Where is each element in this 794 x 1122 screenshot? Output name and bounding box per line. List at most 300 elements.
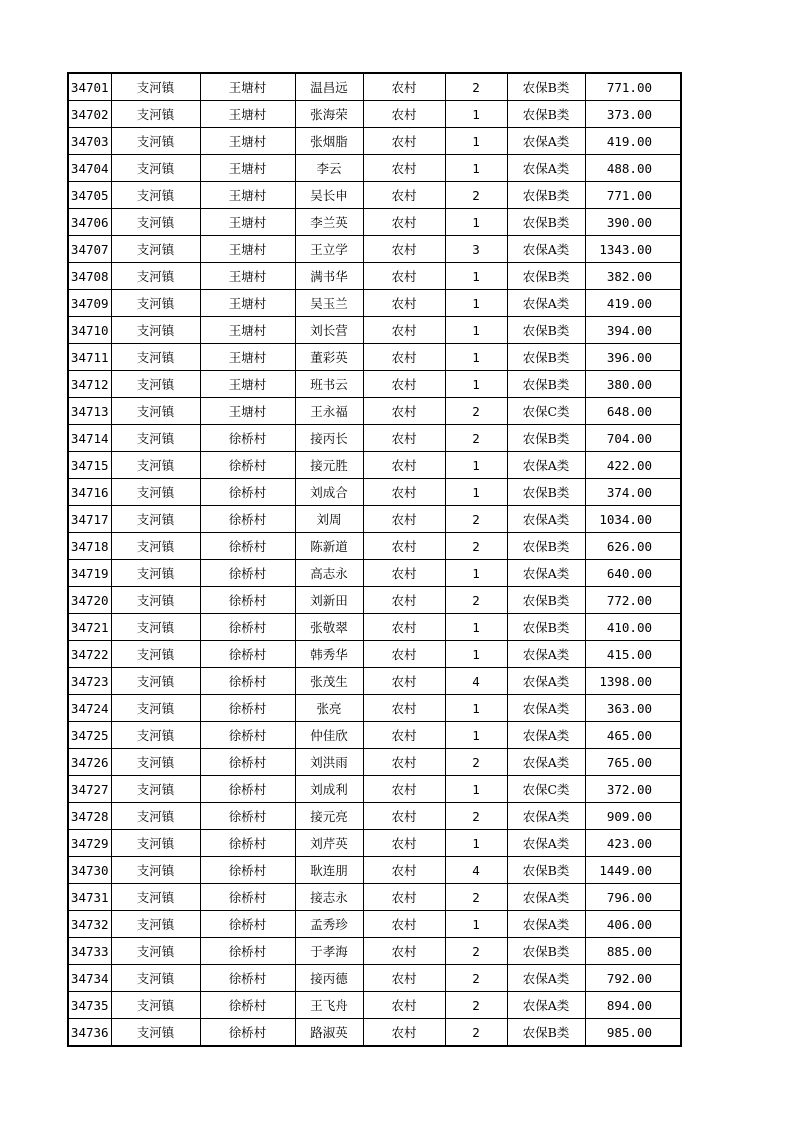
record-id-cell: 34729 xyxy=(68,830,111,857)
table-row xyxy=(68,398,681,425)
insurance-category-cell: 农保A类 xyxy=(507,911,585,938)
person-name-cell: 接丙长 xyxy=(295,425,363,452)
town-cell: 支河镇 xyxy=(111,533,200,560)
town-cell: 支河镇 xyxy=(111,857,200,884)
area-type-cell: 农村 xyxy=(363,884,445,911)
town-cell: 支河镇 xyxy=(111,1019,200,1047)
area-type-cell: 农村 xyxy=(363,776,445,803)
table-row xyxy=(68,155,681,182)
household-count-cell: 3 xyxy=(445,236,507,263)
area-type-cell: 农村 xyxy=(363,479,445,506)
beneficiary-table xyxy=(67,72,682,1047)
record-id-cell: 34708 xyxy=(68,263,111,290)
table-row xyxy=(68,992,681,1019)
record-id-cell: 34706 xyxy=(68,209,111,236)
amount-cell: 765.00 xyxy=(585,749,681,776)
household-count-cell: 2 xyxy=(445,73,507,101)
town-cell: 支河镇 xyxy=(111,128,200,155)
village-cell: 徐桥村 xyxy=(200,992,295,1019)
village-cell: 徐桥村 xyxy=(200,857,295,884)
record-id-cell: 34702 xyxy=(68,101,111,128)
household-count-cell: 2 xyxy=(445,182,507,209)
person-name-cell: 刘芹英 xyxy=(295,830,363,857)
table-row xyxy=(68,73,681,101)
household-count-cell: 1 xyxy=(445,911,507,938)
person-name-cell: 接志永 xyxy=(295,884,363,911)
household-count-cell: 1 xyxy=(445,155,507,182)
record-id-cell: 34730 xyxy=(68,857,111,884)
person-name-cell: 张亮 xyxy=(295,695,363,722)
insurance-category-cell: 农保A类 xyxy=(507,992,585,1019)
town-cell: 支河镇 xyxy=(111,209,200,236)
village-cell: 徐桥村 xyxy=(200,965,295,992)
person-name-cell: 张茂生 xyxy=(295,668,363,695)
amount-cell: 419.00 xyxy=(585,128,681,155)
town-cell: 支河镇 xyxy=(111,803,200,830)
household-count-cell: 2 xyxy=(445,533,507,560)
household-count-cell: 2 xyxy=(445,965,507,992)
area-type-cell: 农村 xyxy=(363,749,445,776)
person-name-cell: 李兰英 xyxy=(295,209,363,236)
insurance-category-cell: 农保B类 xyxy=(507,1019,585,1047)
person-name-cell: 温昌远 xyxy=(295,73,363,101)
person-name-cell: 李云 xyxy=(295,155,363,182)
record-id-cell: 34721 xyxy=(68,614,111,641)
insurance-category-cell: 农保B类 xyxy=(507,182,585,209)
area-type-cell: 农村 xyxy=(363,830,445,857)
village-cell: 徐桥村 xyxy=(200,452,295,479)
area-type-cell: 农村 xyxy=(363,722,445,749)
amount-cell: 410.00 xyxy=(585,614,681,641)
table-row xyxy=(68,506,681,533)
household-count-cell: 1 xyxy=(445,209,507,236)
record-id-cell: 34717 xyxy=(68,506,111,533)
table-row xyxy=(68,857,681,884)
amount-cell: 363.00 xyxy=(585,695,681,722)
amount-cell: 796.00 xyxy=(585,884,681,911)
record-id-cell: 34713 xyxy=(68,398,111,425)
person-name-cell: 刘周 xyxy=(295,506,363,533)
record-id-cell: 34712 xyxy=(68,371,111,398)
person-name-cell: 于孝海 xyxy=(295,938,363,965)
town-cell: 支河镇 xyxy=(111,317,200,344)
table-row xyxy=(68,884,681,911)
person-name-cell: 张海荣 xyxy=(295,101,363,128)
household-count-cell: 1 xyxy=(445,560,507,587)
village-cell: 王塘村 xyxy=(200,101,295,128)
village-cell: 王塘村 xyxy=(200,155,295,182)
area-type-cell: 农村 xyxy=(363,911,445,938)
household-count-cell: 2 xyxy=(445,587,507,614)
person-name-cell: 高志永 xyxy=(295,560,363,587)
town-cell: 支河镇 xyxy=(111,290,200,317)
area-type-cell: 农村 xyxy=(363,668,445,695)
amount-cell: 423.00 xyxy=(585,830,681,857)
town-cell: 支河镇 xyxy=(111,236,200,263)
area-type-cell: 农村 xyxy=(363,803,445,830)
person-name-cell: 刘新田 xyxy=(295,587,363,614)
village-cell: 王塘村 xyxy=(200,209,295,236)
insurance-category-cell: 农保B类 xyxy=(507,371,585,398)
record-id-cell: 34703 xyxy=(68,128,111,155)
person-name-cell: 接元亮 xyxy=(295,803,363,830)
insurance-category-cell: 农保A类 xyxy=(507,128,585,155)
person-name-cell: 王永福 xyxy=(295,398,363,425)
amount-cell: 374.00 xyxy=(585,479,681,506)
amount-cell: 792.00 xyxy=(585,965,681,992)
area-type-cell: 农村 xyxy=(363,452,445,479)
amount-cell: 1398.00 xyxy=(585,668,681,695)
area-type-cell: 农村 xyxy=(363,128,445,155)
record-id-cell: 34716 xyxy=(68,479,111,506)
village-cell: 徐桥村 xyxy=(200,803,295,830)
person-name-cell: 吴玉兰 xyxy=(295,290,363,317)
household-count-cell: 1 xyxy=(445,641,507,668)
person-name-cell: 接丙德 xyxy=(295,965,363,992)
area-type-cell: 农村 xyxy=(363,371,445,398)
amount-cell: 372.00 xyxy=(585,776,681,803)
table-row xyxy=(68,452,681,479)
amount-cell: 771.00 xyxy=(585,73,681,101)
village-cell: 徐桥村 xyxy=(200,884,295,911)
town-cell: 支河镇 xyxy=(111,911,200,938)
amount-cell: 422.00 xyxy=(585,452,681,479)
area-type-cell: 农村 xyxy=(363,101,445,128)
village-cell: 王塘村 xyxy=(200,182,295,209)
record-id-cell: 34704 xyxy=(68,155,111,182)
table-row xyxy=(68,317,681,344)
person-name-cell: 张敬翠 xyxy=(295,614,363,641)
household-count-cell: 1 xyxy=(445,128,507,155)
table-row xyxy=(68,695,681,722)
person-name-cell: 刘成利 xyxy=(295,776,363,803)
town-cell: 支河镇 xyxy=(111,749,200,776)
table-body xyxy=(68,73,681,1046)
record-id-cell: 34720 xyxy=(68,587,111,614)
person-name-cell: 仲佳欣 xyxy=(295,722,363,749)
area-type-cell: 农村 xyxy=(363,425,445,452)
table-row xyxy=(68,803,681,830)
town-cell: 支河镇 xyxy=(111,965,200,992)
table-row xyxy=(68,776,681,803)
area-type-cell: 农村 xyxy=(363,857,445,884)
person-name-cell: 吴长申 xyxy=(295,182,363,209)
village-cell: 王塘村 xyxy=(200,236,295,263)
table-row xyxy=(68,128,681,155)
household-count-cell: 2 xyxy=(445,1019,507,1047)
town-cell: 支河镇 xyxy=(111,641,200,668)
village-cell: 徐桥村 xyxy=(200,641,295,668)
record-id-cell: 34731 xyxy=(68,884,111,911)
record-id-cell: 34711 xyxy=(68,344,111,371)
town-cell: 支河镇 xyxy=(111,992,200,1019)
area-type-cell: 农村 xyxy=(363,263,445,290)
person-name-cell: 满书华 xyxy=(295,263,363,290)
town-cell: 支河镇 xyxy=(111,452,200,479)
insurance-category-cell: 农保A类 xyxy=(507,452,585,479)
town-cell: 支河镇 xyxy=(111,560,200,587)
insurance-category-cell: 农保A类 xyxy=(507,560,585,587)
person-name-cell: 刘成合 xyxy=(295,479,363,506)
record-id-cell: 34734 xyxy=(68,965,111,992)
amount-cell: 1449.00 xyxy=(585,857,681,884)
area-type-cell: 农村 xyxy=(363,182,445,209)
insurance-category-cell: 农保A类 xyxy=(507,884,585,911)
insurance-category-cell: 农保B类 xyxy=(507,263,585,290)
table-row xyxy=(68,938,681,965)
amount-cell: 382.00 xyxy=(585,263,681,290)
person-name-cell: 班书云 xyxy=(295,371,363,398)
record-id-cell: 34715 xyxy=(68,452,111,479)
table-row xyxy=(68,182,681,209)
table-row xyxy=(68,641,681,668)
insurance-category-cell: 农保A类 xyxy=(507,749,585,776)
village-cell: 王塘村 xyxy=(200,371,295,398)
record-id-cell: 34707 xyxy=(68,236,111,263)
village-cell: 徐桥村 xyxy=(200,749,295,776)
town-cell: 支河镇 xyxy=(111,101,200,128)
area-type-cell: 农村 xyxy=(363,209,445,236)
table-row xyxy=(68,101,681,128)
insurance-category-cell: 农保A类 xyxy=(507,695,585,722)
amount-cell: 1034.00 xyxy=(585,506,681,533)
household-count-cell: 1 xyxy=(445,452,507,479)
household-count-cell: 1 xyxy=(445,614,507,641)
record-id-cell: 34718 xyxy=(68,533,111,560)
record-id-cell: 34710 xyxy=(68,317,111,344)
person-name-cell: 张烟脂 xyxy=(295,128,363,155)
village-cell: 徐桥村 xyxy=(200,587,295,614)
area-type-cell: 农村 xyxy=(363,398,445,425)
amount-cell: 415.00 xyxy=(585,641,681,668)
town-cell: 支河镇 xyxy=(111,398,200,425)
village-cell: 徐桥村 xyxy=(200,830,295,857)
village-cell: 王塘村 xyxy=(200,73,295,101)
person-name-cell: 刘长营 xyxy=(295,317,363,344)
person-name-cell: 韩秀华 xyxy=(295,641,363,668)
record-id-cell: 34726 xyxy=(68,749,111,776)
household-count-cell: 1 xyxy=(445,317,507,344)
village-cell: 王塘村 xyxy=(200,263,295,290)
area-type-cell: 农村 xyxy=(363,290,445,317)
village-cell: 徐桥村 xyxy=(200,479,295,506)
town-cell: 支河镇 xyxy=(111,614,200,641)
person-name-cell: 王飞舟 xyxy=(295,992,363,1019)
table-row xyxy=(68,560,681,587)
insurance-category-cell: 农保B类 xyxy=(507,479,585,506)
town-cell: 支河镇 xyxy=(111,425,200,452)
record-id-cell: 34723 xyxy=(68,668,111,695)
village-cell: 徐桥村 xyxy=(200,668,295,695)
amount-cell: 894.00 xyxy=(585,992,681,1019)
person-name-cell: 接元胜 xyxy=(295,452,363,479)
household-count-cell: 4 xyxy=(445,668,507,695)
amount-cell: 380.00 xyxy=(585,371,681,398)
insurance-category-cell: 农保B类 xyxy=(507,614,585,641)
table-row xyxy=(68,533,681,560)
town-cell: 支河镇 xyxy=(111,479,200,506)
insurance-category-cell: 农保A类 xyxy=(507,965,585,992)
record-id-cell: 34722 xyxy=(68,641,111,668)
village-cell: 徐桥村 xyxy=(200,695,295,722)
village-cell: 徐桥村 xyxy=(200,533,295,560)
area-type-cell: 农村 xyxy=(363,614,445,641)
table-row xyxy=(68,263,681,290)
insurance-category-cell: 农保B类 xyxy=(507,101,585,128)
town-cell: 支河镇 xyxy=(111,938,200,965)
household-count-cell: 1 xyxy=(445,695,507,722)
amount-cell: 985.00 xyxy=(585,1019,681,1047)
village-cell: 徐桥村 xyxy=(200,776,295,803)
household-count-cell: 1 xyxy=(445,830,507,857)
insurance-category-cell: 农保A类 xyxy=(507,506,585,533)
table-row xyxy=(68,479,681,506)
table-row xyxy=(68,911,681,938)
town-cell: 支河镇 xyxy=(111,263,200,290)
insurance-category-cell: 农保A类 xyxy=(507,290,585,317)
amount-cell: 772.00 xyxy=(585,587,681,614)
area-type-cell: 农村 xyxy=(363,695,445,722)
village-cell: 王塘村 xyxy=(200,344,295,371)
village-cell: 徐桥村 xyxy=(200,425,295,452)
village-cell: 徐桥村 xyxy=(200,560,295,587)
area-type-cell: 农村 xyxy=(363,344,445,371)
table-row xyxy=(68,371,681,398)
insurance-category-cell: 农保B类 xyxy=(507,938,585,965)
amount-cell: 390.00 xyxy=(585,209,681,236)
insurance-category-cell: 农保A类 xyxy=(507,803,585,830)
record-id-cell: 34714 xyxy=(68,425,111,452)
amount-cell: 771.00 xyxy=(585,182,681,209)
table-row xyxy=(68,290,681,317)
table-row xyxy=(68,965,681,992)
area-type-cell: 农村 xyxy=(363,317,445,344)
household-count-cell: 2 xyxy=(445,749,507,776)
town-cell: 支河镇 xyxy=(111,506,200,533)
record-id-cell: 34724 xyxy=(68,695,111,722)
amount-cell: 1343.00 xyxy=(585,236,681,263)
table-row xyxy=(68,425,681,452)
amount-cell: 885.00 xyxy=(585,938,681,965)
insurance-category-cell: 农保A类 xyxy=(507,830,585,857)
town-cell: 支河镇 xyxy=(111,73,200,101)
amount-cell: 488.00 xyxy=(585,155,681,182)
amount-cell: 406.00 xyxy=(585,911,681,938)
town-cell: 支河镇 xyxy=(111,722,200,749)
amount-cell: 465.00 xyxy=(585,722,681,749)
household-count-cell: 1 xyxy=(445,101,507,128)
household-count-cell: 2 xyxy=(445,992,507,1019)
village-cell: 徐桥村 xyxy=(200,938,295,965)
town-cell: 支河镇 xyxy=(111,344,200,371)
village-cell: 徐桥村 xyxy=(200,722,295,749)
record-id-cell: 34735 xyxy=(68,992,111,1019)
insurance-category-cell: 农保B类 xyxy=(507,425,585,452)
record-id-cell: 34727 xyxy=(68,776,111,803)
insurance-category-cell: 农保B类 xyxy=(507,73,585,101)
record-id-cell: 34719 xyxy=(68,560,111,587)
record-id-cell: 34725 xyxy=(68,722,111,749)
table-row xyxy=(68,614,681,641)
person-name-cell: 路淑英 xyxy=(295,1019,363,1047)
town-cell: 支河镇 xyxy=(111,830,200,857)
town-cell: 支河镇 xyxy=(111,587,200,614)
person-name-cell: 陈新道 xyxy=(295,533,363,560)
area-type-cell: 农村 xyxy=(363,533,445,560)
area-type-cell: 农村 xyxy=(363,1019,445,1047)
amount-cell: 394.00 xyxy=(585,317,681,344)
household-count-cell: 2 xyxy=(445,884,507,911)
area-type-cell: 农村 xyxy=(363,73,445,101)
insurance-category-cell: 农保C类 xyxy=(507,398,585,425)
amount-cell: 640.00 xyxy=(585,560,681,587)
record-id-cell: 34705 xyxy=(68,182,111,209)
record-id-cell: 34709 xyxy=(68,290,111,317)
table-row xyxy=(68,209,681,236)
table-row xyxy=(68,830,681,857)
record-id-cell: 34733 xyxy=(68,938,111,965)
household-count-cell: 1 xyxy=(445,371,507,398)
household-count-cell: 2 xyxy=(445,425,507,452)
amount-cell: 909.00 xyxy=(585,803,681,830)
person-name-cell: 耿连朋 xyxy=(295,857,363,884)
insurance-category-cell: 农保B类 xyxy=(507,857,585,884)
household-count-cell: 1 xyxy=(445,776,507,803)
area-type-cell: 农村 xyxy=(363,965,445,992)
record-id-cell: 34732 xyxy=(68,911,111,938)
insurance-category-cell: 农保B类 xyxy=(507,533,585,560)
record-id-cell: 34701 xyxy=(68,73,111,101)
record-id-cell: 34728 xyxy=(68,803,111,830)
insurance-category-cell: 农保B类 xyxy=(507,209,585,236)
insurance-category-cell: 农保A类 xyxy=(507,668,585,695)
record-id-cell: 34736 xyxy=(68,1019,111,1047)
village-cell: 王塘村 xyxy=(200,128,295,155)
village-cell: 王塘村 xyxy=(200,398,295,425)
area-type-cell: 农村 xyxy=(363,560,445,587)
town-cell: 支河镇 xyxy=(111,776,200,803)
area-type-cell: 农村 xyxy=(363,155,445,182)
area-type-cell: 农村 xyxy=(363,587,445,614)
person-name-cell: 刘洪雨 xyxy=(295,749,363,776)
town-cell: 支河镇 xyxy=(111,371,200,398)
town-cell: 支河镇 xyxy=(111,155,200,182)
insurance-category-cell: 农保A类 xyxy=(507,155,585,182)
household-count-cell: 1 xyxy=(445,344,507,371)
amount-cell: 704.00 xyxy=(585,425,681,452)
insurance-category-cell: 农保A类 xyxy=(507,641,585,668)
household-count-cell: 2 xyxy=(445,938,507,965)
person-name-cell: 董彩英 xyxy=(295,344,363,371)
area-type-cell: 农村 xyxy=(363,641,445,668)
town-cell: 支河镇 xyxy=(111,668,200,695)
village-cell: 徐桥村 xyxy=(200,506,295,533)
person-name-cell: 王立学 xyxy=(295,236,363,263)
insurance-category-cell: 农保C类 xyxy=(507,776,585,803)
table-row xyxy=(68,749,681,776)
amount-cell: 648.00 xyxy=(585,398,681,425)
amount-cell: 396.00 xyxy=(585,344,681,371)
village-cell: 徐桥村 xyxy=(200,911,295,938)
table-row xyxy=(68,668,681,695)
area-type-cell: 农村 xyxy=(363,992,445,1019)
household-count-cell: 1 xyxy=(445,263,507,290)
insurance-category-cell: 农保B类 xyxy=(507,344,585,371)
household-count-cell: 4 xyxy=(445,857,507,884)
area-type-cell: 农村 xyxy=(363,938,445,965)
table-row xyxy=(68,1019,681,1047)
village-cell: 徐桥村 xyxy=(200,614,295,641)
